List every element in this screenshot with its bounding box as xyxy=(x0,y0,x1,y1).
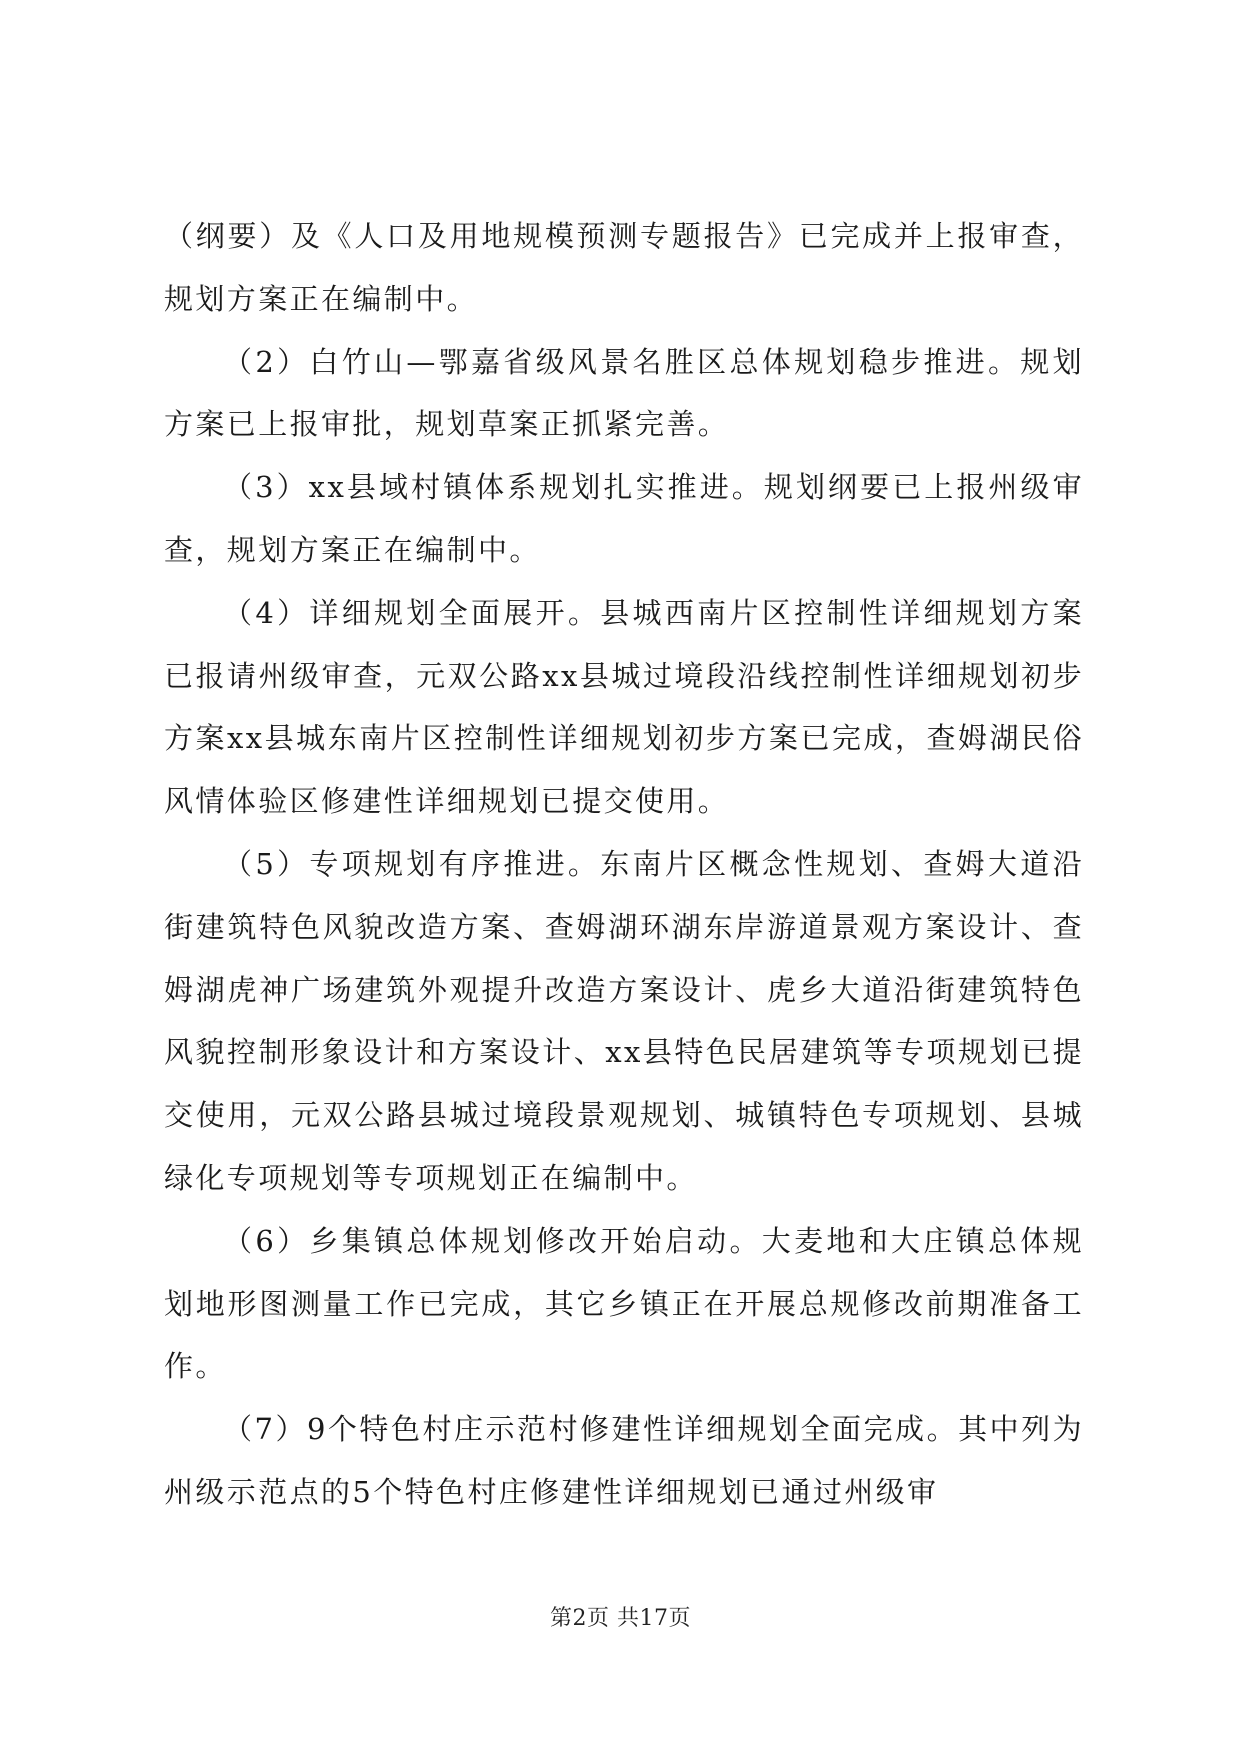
paragraph-item-6: （6）乡集镇总体规划修改开始启动。大麦地和大庄镇总体规划地形图测量工作已完成，其它乡镇正在开展总规修改前期准备工作。 xyxy=(164,1223,1084,1384)
paragraph-item-5: （5）专项规划有序推进。东南片区概念性规划、查姆大道沿街建筑特色风貌改造方案、查姆湖环湖东岸游道景观方案设计、查姆湖虎神广场建筑外观提升改造方案设计、虎乡大道沿街建筑特色风貌控制形象设计和方案设计、xx县特色民居建筑等专项规划已提交使用，元双公路县城过境段景观规划、城镇特色专项规划、县城绿化专项规划等专项规划正在编制中。 xyxy=(164,846,1084,1195)
paragraph-item-7: （7）9个特色村庄示范村修建性详细规划全面完成。其中列为州级示范点的5个特色村庄修建性详细规划已通过州级审 xyxy=(164,1412,1084,1509)
paragraph-continued: （纲要）及《人口及用地规模预测专题报告》已完成并上报审查，规划方案正在编制中。 xyxy=(164,219,1084,316)
page-number-footer: 第2页 共17页 xyxy=(550,1606,691,1631)
paragraph-item-3: （3）xx县域村镇体系规划扎实推进。规划纲要已上报州级审查，规划方案正在编制中。 xyxy=(164,470,1084,567)
paragraph-item-4: （4）详细规划全面展开。县城西南片区控制性详细规划方案已报请州级审查，元双公路xx县城过境段沿线控制性详细规划初步方案xx县城东南片区控制性详细规划初步方案已完成，查姆湖民俗风情体验区修建性详细规划已提交使用。 xyxy=(164,595,1084,819)
document-body xyxy=(164,205,1084,1524)
paragraph-item-2: （2）白竹山—鄂嘉省级风景名胜区总体规划稳步推进。规划方案已上报审批，规划草案正抓紧完善。 xyxy=(164,344,1084,442)
